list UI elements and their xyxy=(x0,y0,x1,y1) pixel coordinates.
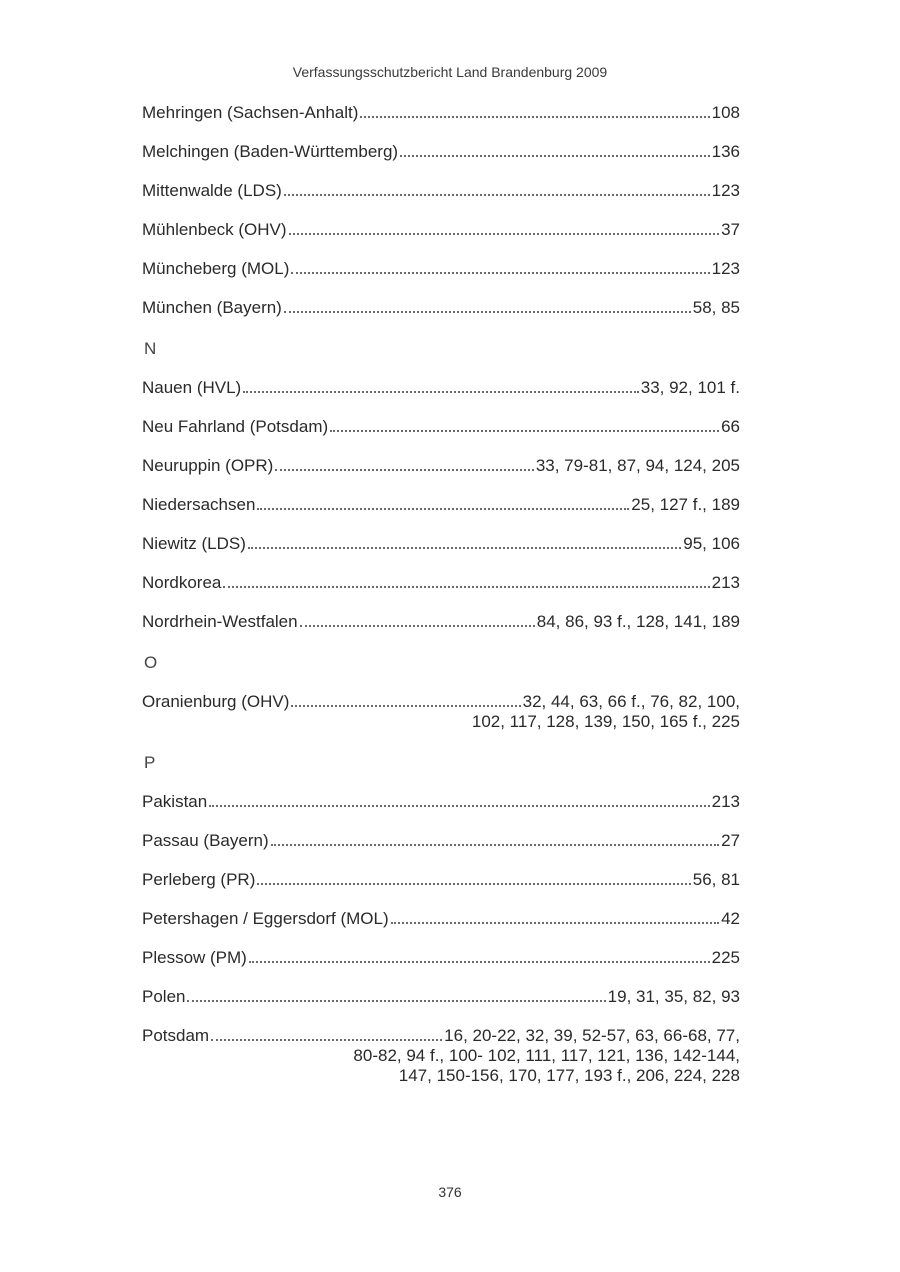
index-entry-row xyxy=(142,220,740,240)
dot-leader xyxy=(223,586,709,588)
dot-leader xyxy=(257,883,690,885)
entry-pages: 66 xyxy=(721,417,740,436)
index-list xyxy=(142,103,740,1105)
entry-name: Nordrhein-Westfalen xyxy=(142,612,298,631)
entry-pages: 33, 79-81, 87, 94, 124, 205 xyxy=(535,456,740,475)
index-entry xyxy=(142,909,740,929)
index-entry-row xyxy=(142,870,740,890)
index-entry-row xyxy=(142,1026,740,1046)
section-letter: N xyxy=(144,339,157,358)
index-entry-row xyxy=(142,534,740,554)
entry-pages-continued: 102, 117, 128, 139, 150, 165 f., 225 xyxy=(471,712,740,731)
entry-name: Passau (Bayern) xyxy=(142,831,269,850)
entry-pages: 56, 81 xyxy=(692,870,740,889)
entry-name: Niedersachsen xyxy=(142,495,256,514)
dot-leader xyxy=(211,1039,442,1041)
entry-name: Petershagen / Eggersdorf (MOL) xyxy=(142,909,389,928)
entry-pages: 37 xyxy=(721,220,740,239)
dot-leader xyxy=(187,1000,605,1002)
dot-leader xyxy=(360,116,709,118)
index-entry-row xyxy=(142,573,740,593)
index-entry xyxy=(142,298,740,318)
index-entry-row xyxy=(142,948,740,968)
index-entry-row xyxy=(142,831,740,851)
dot-leader xyxy=(248,547,681,549)
running-header: Verfassungsschutzbericht Land Brandenburg 2009 xyxy=(292,64,608,80)
index-entry xyxy=(142,220,740,240)
dot-leader xyxy=(209,805,709,807)
dot-leader xyxy=(271,844,719,846)
entry-name: Müncheberg (MOL) xyxy=(142,259,290,278)
entry-name: Pakistan xyxy=(142,792,208,811)
entry-pages: 19, 31, 35, 82, 93 xyxy=(607,987,740,1006)
entry-pages: 213 xyxy=(711,792,740,811)
index-entry xyxy=(142,987,740,1007)
index-entry-row xyxy=(142,456,740,476)
index-entry xyxy=(142,495,740,515)
index-entry-row xyxy=(142,298,740,318)
entry-pages: 27 xyxy=(721,831,740,850)
index-entry xyxy=(142,692,740,732)
index-entry-row xyxy=(142,987,740,1007)
index-entry xyxy=(142,792,740,812)
entry-name: Neu Fahrland (Potsdam) xyxy=(142,417,329,436)
entry-pages: 136 xyxy=(711,142,740,161)
entry-pages: 123 xyxy=(711,259,740,278)
dot-leader xyxy=(391,922,719,924)
dot-leader xyxy=(330,430,719,432)
dot-leader xyxy=(291,272,709,274)
entry-pages: 16, 20-22, 32, 39, 52-57, 63, 66-68, 77, xyxy=(444,1026,740,1045)
dot-leader xyxy=(257,508,629,510)
index-entry xyxy=(142,378,740,398)
page-number: 376 xyxy=(438,1184,462,1200)
entry-name: Plessow (PM) xyxy=(142,948,247,967)
index-entry-row xyxy=(142,417,740,437)
entry-pages: 33, 92, 101 f. xyxy=(640,378,740,397)
entry-pages: 123 xyxy=(711,181,740,200)
entry-pages: 84, 86, 93 f., 128, 141, 189 xyxy=(536,612,740,631)
dot-leader xyxy=(284,311,691,313)
entry-pages: 25, 127 f., 189 xyxy=(631,495,740,514)
index-entry xyxy=(142,142,740,162)
index-entry-row xyxy=(142,909,740,929)
index-entry-row xyxy=(142,692,740,712)
index-entry xyxy=(142,181,740,201)
entry-name: Potsdam xyxy=(142,1026,210,1045)
dot-leader xyxy=(284,194,710,196)
dot-leader xyxy=(289,233,720,235)
entry-pages-continued: 80-82, 94 f., 100- 102, 111, 117, 121, 136, 142-144, xyxy=(353,1046,740,1065)
entry-name: Mühlenbeck (OHV) xyxy=(142,220,287,239)
dot-leader xyxy=(300,625,535,627)
entry-pages: 32, 44, 63, 66 f., 76, 82, 100, xyxy=(522,692,740,711)
entry-name: Nauen (HVL) xyxy=(142,378,242,397)
dot-leader xyxy=(249,961,710,963)
index-entry-row xyxy=(142,181,740,201)
index-entry xyxy=(142,103,740,123)
entry-pages: 225 xyxy=(711,948,740,967)
entry-name: Polen xyxy=(142,987,186,1006)
entry-name: Nordkorea xyxy=(142,573,222,592)
dot-leader xyxy=(291,705,520,707)
entry-pages: 213 xyxy=(711,573,740,592)
entry-name: Oranienburg (OHV) xyxy=(142,692,290,711)
section-letter: P xyxy=(144,753,156,772)
index-entry-row xyxy=(142,259,740,279)
section-letter: O xyxy=(144,653,158,672)
index-entry xyxy=(142,870,740,890)
index-entry xyxy=(142,259,740,279)
entry-name: Mittenwalde (LDS) xyxy=(142,181,282,200)
entry-name: Mehringen (Sachsen-Anhalt) xyxy=(142,103,359,122)
index-entry xyxy=(142,456,740,476)
entry-pages: 58, 85 xyxy=(692,298,740,317)
index-entry-row xyxy=(142,495,740,515)
index-entry-row xyxy=(142,612,740,632)
index-entry xyxy=(142,612,740,632)
entry-pages: 108 xyxy=(711,103,740,122)
index-entry xyxy=(142,417,740,437)
index-entry xyxy=(142,534,740,554)
index-entry-row xyxy=(142,378,740,398)
entry-name: Perleberg (PR) xyxy=(142,870,256,889)
index-entry xyxy=(142,1026,740,1086)
dot-leader xyxy=(243,391,639,393)
entry-pages: 95, 106 xyxy=(683,534,740,553)
index-entry-row xyxy=(142,792,740,812)
index-entry xyxy=(142,948,740,968)
dot-leader xyxy=(400,155,710,157)
dot-leader xyxy=(275,469,534,471)
index-entry-row xyxy=(142,142,740,162)
entry-pages-continued: 147, 150-156, 170, 177, 193 f., 206, 224, 228 xyxy=(398,1066,740,1085)
entry-name: München (Bayern) xyxy=(142,298,282,317)
entry-name: Niewitz (LDS) xyxy=(142,534,246,553)
index-entry-row xyxy=(142,103,740,123)
index-entry xyxy=(142,831,740,851)
entry-name: Neuruppin (OPR) xyxy=(142,456,274,475)
entry-name: Melchingen (Baden-Württemberg) xyxy=(142,142,399,161)
index-entry xyxy=(142,573,740,593)
entry-pages: 42 xyxy=(721,909,740,928)
